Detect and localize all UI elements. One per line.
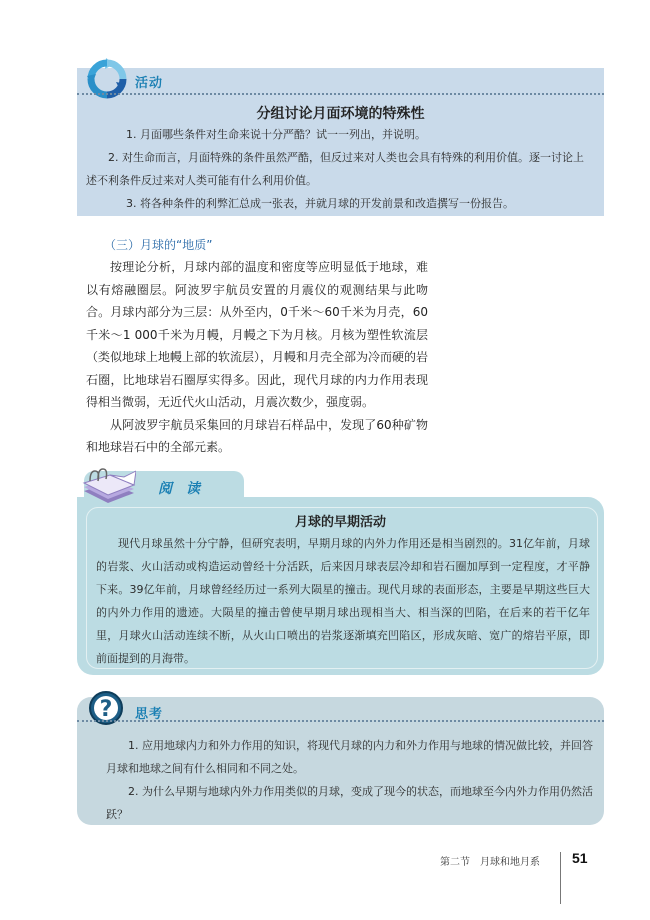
think-item: 1. 应用地球内力和外力作用的知识，将现代月球的内力和外力作用与地球的情况做比较，并回答月球和地球之间有什么相同和不同之处。 [106, 739, 593, 775]
think-list [106, 734, 596, 826]
dotted-divider [77, 93, 604, 95]
reading-title: 月球的早期活动 [294, 515, 386, 530]
svg-text:?: ? [99, 697, 113, 722]
reading-body [96, 532, 590, 670]
paragraph: 按理论分析，月球内部的温度和密度等应明显低于地球，难以有熔融圈层。阿波罗宇航员安置的月震仪的观测结果与此吻合。月球内部分为三层：从外至内，0千米～60千米为月壳，60千米～1 000千米为月幔，月幔之下为月核。月核为塑性软流层（类似地球上地幔上部的软流层），月幔和月壳全部为冷而硬的岩石圈，比地球岩石圈厚实得多。因此，现代月球的内力作用表现得相当微弱，无近代火山活动，月震次数少，强度弱。 [86, 260, 429, 409]
activity-title: 分组讨论月面环境的特殊性 [256, 106, 425, 122]
think-label: 思考 [135, 707, 164, 722]
footer-divider [560, 852, 561, 904]
section-heading: （三）月球的“地质” [104, 238, 213, 252]
activity-item: 1. 月面哪些条件对生命来说十分严酷？试一一列出，并说明。 [126, 128, 426, 141]
section-body [86, 256, 428, 459]
reading-label: 阅读 [158, 481, 214, 497]
footer-section-title: 第二节 月球和地月系 [440, 857, 540, 868]
activity-item: 3. 将各种条件的利弊汇总成一张表，并就月球的开发前景和改造撰写一份报告。 [126, 197, 514, 210]
activity-item: 2. 对生命而言，月面特殊的条件虽然严酷，但反过来对人类也会具有特殊的利用价值。逐一讨论上述不利条件反过来对人类可能有什么利用价值。 [86, 151, 584, 187]
paragraph: 从阿波罗宇航员采集回的月球岩石样品中，发现了60种矿物和地球岩石中的全部元素。 [86, 417, 428, 454]
activity-list [86, 123, 594, 215]
activity-label: 活动 [135, 76, 164, 91]
notepad-icon [80, 463, 136, 511]
think-item: 2. 为什么早期与地球内外力作用类似的月球，变成了现今的状态，而地球至今内外力作用仍然活跃？ [106, 785, 593, 821]
page-number: 51 [572, 850, 588, 866]
dotted-divider [77, 720, 604, 722]
paragraph: 现代月球虽然十分宁静，但研究表明，早期月球的内外力作用还是相当剧烈的。31亿年前，月球的岩浆、火山活动或构造运动曾经十分活跃，后来因月球表层冷却和岩石圈加厚到一定程度，才平静下来。39亿年前，月球曾经经历过一系列大陨星的撞击。现代月球的表面形态，主要是早期这些巨大的内外力作用的遗迹。大陨星的撞击曾使早期月球出现相当大、相当深的凹陷，在后来的若干亿年里，月球火山活动连续不断，从火山口喷出的岩浆逐渐填充凹陷区，形成灰暗、宽广的熔岩平原，即前面提到的月海带。 [96, 537, 590, 665]
